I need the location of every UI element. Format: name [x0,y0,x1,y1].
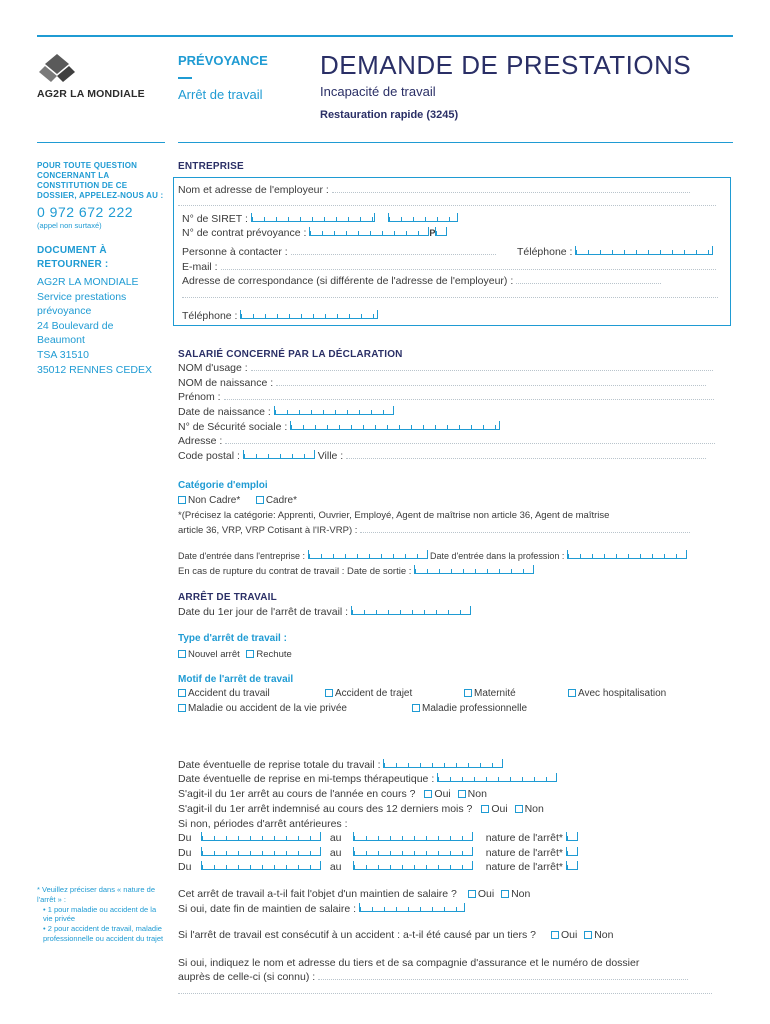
periode-row[interactable] [178,861,578,874]
premier-arret-indemnise-label: S'agit-il du 1er arrêt indemnisé au cours des 12 derniers mois ? [178,803,473,815]
checkbox-maternite[interactable] [464,689,472,697]
type-heading: Type d'arrêt de travail : [178,633,287,644]
reprise-mi-temps-field[interactable] [178,773,557,786]
date-entree-label: Date d'entrée dans l'entreprise : [178,551,306,561]
motif-heading: Motif de l'arrêt de travail [178,674,294,685]
siret-field[interactable] [182,213,458,226]
rupture-field[interactable] [178,565,534,578]
contact-heading: POUR TOUTE QUESTION CONCERNANT LA CONSTITUTION DE CE DOSSIER, APPELEZ-NOUS AU : [37,161,164,200]
tiers-info-field[interactable] [178,971,688,984]
motif-label: Accident de trajet [335,688,413,699]
contact-label: Personne à contacter : [182,246,288,258]
date-entree-field[interactable] [178,550,687,563]
phone-note: (appel non surtaxé) [37,221,102,230]
return-address [37,275,152,377]
first-day-field[interactable] [178,606,471,619]
date-naissance-label: Date de naissance : [178,406,271,418]
adresse-field[interactable] [178,435,715,448]
motif-label: Maladie professionnelle [422,703,528,714]
motif-label: Accident du travail [188,688,270,699]
address-line: Service prestations [37,290,127,303]
top-rule [37,35,733,37]
periodes-label: Si non, périodes d'arrêt antérieures : [178,818,348,830]
tiers-info-2: auprès de celle-ci (si connu) : [178,971,316,983]
non-label: Non [594,929,614,941]
non-cadre-label: Non Cadre* [188,495,241,506]
checkbox-oui[interactable] [468,890,476,898]
nom-usage-label: NOM d'usage : [178,362,248,374]
maintien-row [178,888,530,901]
page-title: DEMANDE DE PRESTATIONS [320,50,692,80]
header-kicker: PRÉVOYANCE [178,53,268,68]
email-label: E-mail : [182,261,218,273]
au-label: au [329,832,342,844]
nom-naissance-label: NOM de naissance : [178,377,274,389]
checkbox-rechute[interactable] [246,650,254,658]
motif-label: Maladie ou accident de la vie privée [188,703,347,714]
checkbox-nouvel-arret[interactable] [178,650,186,658]
ville-label: Ville : [317,450,344,462]
premier-arret-annee-label: S'agit-il du 1er arrêt au cours de l'année en cours ? [178,788,416,800]
motif-label: Avec hospitalisation [578,688,667,699]
section-rule [178,142,733,143]
checkbox-oui[interactable] [551,931,559,939]
footnote [37,885,167,944]
checkbox-maladie-vie-privee[interactable] [178,704,186,712]
date-naissance-field[interactable] [178,406,394,419]
checkbox-maladie-pro[interactable] [412,704,420,712]
kicker-dash [178,77,192,79]
employer-field-extra[interactable] [178,197,716,210]
contrat-field[interactable] [182,227,447,240]
telephone-field[interactable] [517,246,713,259]
sidebar-rule [37,142,165,143]
adresse-label: Adresse : [178,435,223,447]
nom-usage-field[interactable] [178,362,713,375]
non-label: Non [524,803,544,815]
tiers-label: Si l'arrêt de travail est consécutif à un accident : a-t-il été causé par un tiers ? [178,929,537,941]
au-label: au [329,847,342,859]
footnote-item: • 2 pour accident de travail, maladie professionnelle ou accident du trajet [43,924,164,943]
nature-label: nature de l'arrêt* [485,847,563,859]
footnote-title: * Veuillez préciser dans « nature de l'arrêt » : [37,885,155,904]
address-line: prévoyance [37,305,92,318]
non-label: Non [467,788,487,800]
checkbox-accident-trajet[interactable] [325,689,333,697]
section-salarie-heading: SALARIÉ CONCERNÉ PAR LA DÉCLARATION [178,349,403,360]
motif-label: Maternité [474,688,516,699]
premier-arret-annee-row [178,788,487,801]
nature-label: nature de l'arrêt* [485,832,563,844]
correspondance-label: Adresse de correspondance (si différente de l'adresse de l'employeur) : [182,275,514,287]
oui-label: Oui [491,803,508,815]
sector-label: Restauration rapide (3245) [320,109,459,121]
checkbox-cadre[interactable] [256,496,264,504]
section-arret-heading: ARRÊT DE TRAVAIL [178,592,277,603]
du-label: Du [178,832,192,844]
checkbox-non-cadre[interactable] [178,496,186,504]
oui-label: Oui [560,929,578,941]
categorie-note-2: article 36, VRP, VRP Cotisant à l'IR-VRP) : [178,525,358,536]
siret-label: N° de SIRET : [182,213,248,225]
code-postal-label: Code postal : [178,450,240,462]
date-profession-label: Date d'entrée dans la profession : [430,551,565,561]
categorie-note-1: *(Précisez la catégorie: Apprenti, Ouvrier, Employé, Agent de maîtrise non article 36, Agent de maîtrise [178,510,610,521]
oui-label: Oui [477,888,495,900]
maintien-fin-label: Si oui, date fin de maintien de salaire : [178,903,357,915]
telephone2-label: Téléphone : [182,310,238,322]
non-label: Non [511,888,531,900]
periode-row[interactable] [178,832,578,845]
tiers-row [178,929,613,942]
reprise-totale-label: Date éventuelle de reprise totale du travail : [178,759,381,771]
return-heading: DOCUMENT À RETOURNER : [37,245,109,270]
maintien-fin-field[interactable] [178,903,465,916]
type-options [178,648,292,661]
brand-name: AG2R LA MONDIALE [37,88,145,100]
checkbox-non[interactable] [584,931,592,939]
rechute-label: Rechute [256,649,292,660]
section-entreprise-heading: ENTREPRISE [178,161,244,172]
email-field[interactable] [182,261,716,274]
address-line: AG2R LA MONDIALE [37,276,139,288]
checkbox-accident-travail[interactable] [178,689,186,697]
contact-phone: 0 972 672 222 [37,204,134,220]
checkbox-oui[interactable] [424,790,432,798]
employer-label: Nom et adresse de l'employeur : [178,184,329,196]
cadre-label: Cadre* [265,495,297,506]
secu-field[interactable] [178,421,500,434]
tiers-info-1: Si oui, indiquez le nom et adresse du tiers et de sa compagnie d'assurance et le numéro de dossier [178,957,640,969]
prenom-label: Prénom : [178,391,221,403]
checkbox-hospitalisation[interactable] [568,689,576,697]
oui-label: Oui [434,788,451,800]
code-postal-field[interactable] [178,450,706,463]
telephone2-field[interactable] [182,310,378,323]
periode-row[interactable] [178,847,578,860]
logo-mark-icon [37,52,77,86]
header-kicker-sub: Arrêt de travail [178,87,263,102]
rupture-label: En cas de rupture du contrat de travail : Date de sortie : [178,566,412,577]
categorie-options [178,494,297,507]
tiers-info-field-extra[interactable] [178,985,712,998]
first-day-label: Date du 1er jour de l'arrêt de travail : [178,606,349,618]
address-line: 24 Boulevard de [37,319,114,332]
contrat-label: N° de contrat prévoyance : [182,227,307,239]
page-subtitle: Incapacité de travail [320,84,436,99]
maintien-label: Cet arrêt de travail a-t-il fait l'objet d'un maintien de salaire ? [178,888,457,900]
au-label: au [329,861,342,873]
reprise-mi-temps-label: Date éventuelle de reprise en mi-temps thérapeutique : [178,773,435,785]
du-label: Du [178,847,192,859]
nature-label: nature de l'arrêt* [485,861,563,873]
premier-arret-indemnise-row [178,803,544,816]
secu-label: N° de Sécurité sociale : [178,421,288,433]
address-line: TSA 31510 [37,348,89,361]
footnote-item: • 1 pour maladie ou accident de la vie privée [43,904,157,924]
reprise-totale-field[interactable] [178,759,503,772]
checkbox-non[interactable] [515,805,523,813]
checkbox-non[interactable] [501,890,509,898]
address-line: 35012 RENNES CEDEX [37,363,152,376]
nom-naissance-field[interactable] [178,377,706,390]
contrat-suffix: P [429,228,436,238]
nouvel-arret-label: Nouvel arrêt [188,649,240,660]
checkbox-oui[interactable] [481,805,489,813]
correspondance-field[interactable] [182,275,661,288]
du-label: Du [178,861,192,873]
prenom-field[interactable] [178,391,714,404]
employer-field[interactable] [178,184,690,197]
categorie-note-field[interactable] [178,524,690,537]
address-line: Beaumont [37,334,85,347]
correspondance-field-extra[interactable] [182,289,718,302]
contact-field[interactable] [182,246,496,259]
checkbox-non[interactable] [458,790,466,798]
telephone-label: Téléphone : [517,246,573,258]
categorie-heading: Catégorie d'emploi [178,480,268,491]
brand-logo [37,52,77,92]
